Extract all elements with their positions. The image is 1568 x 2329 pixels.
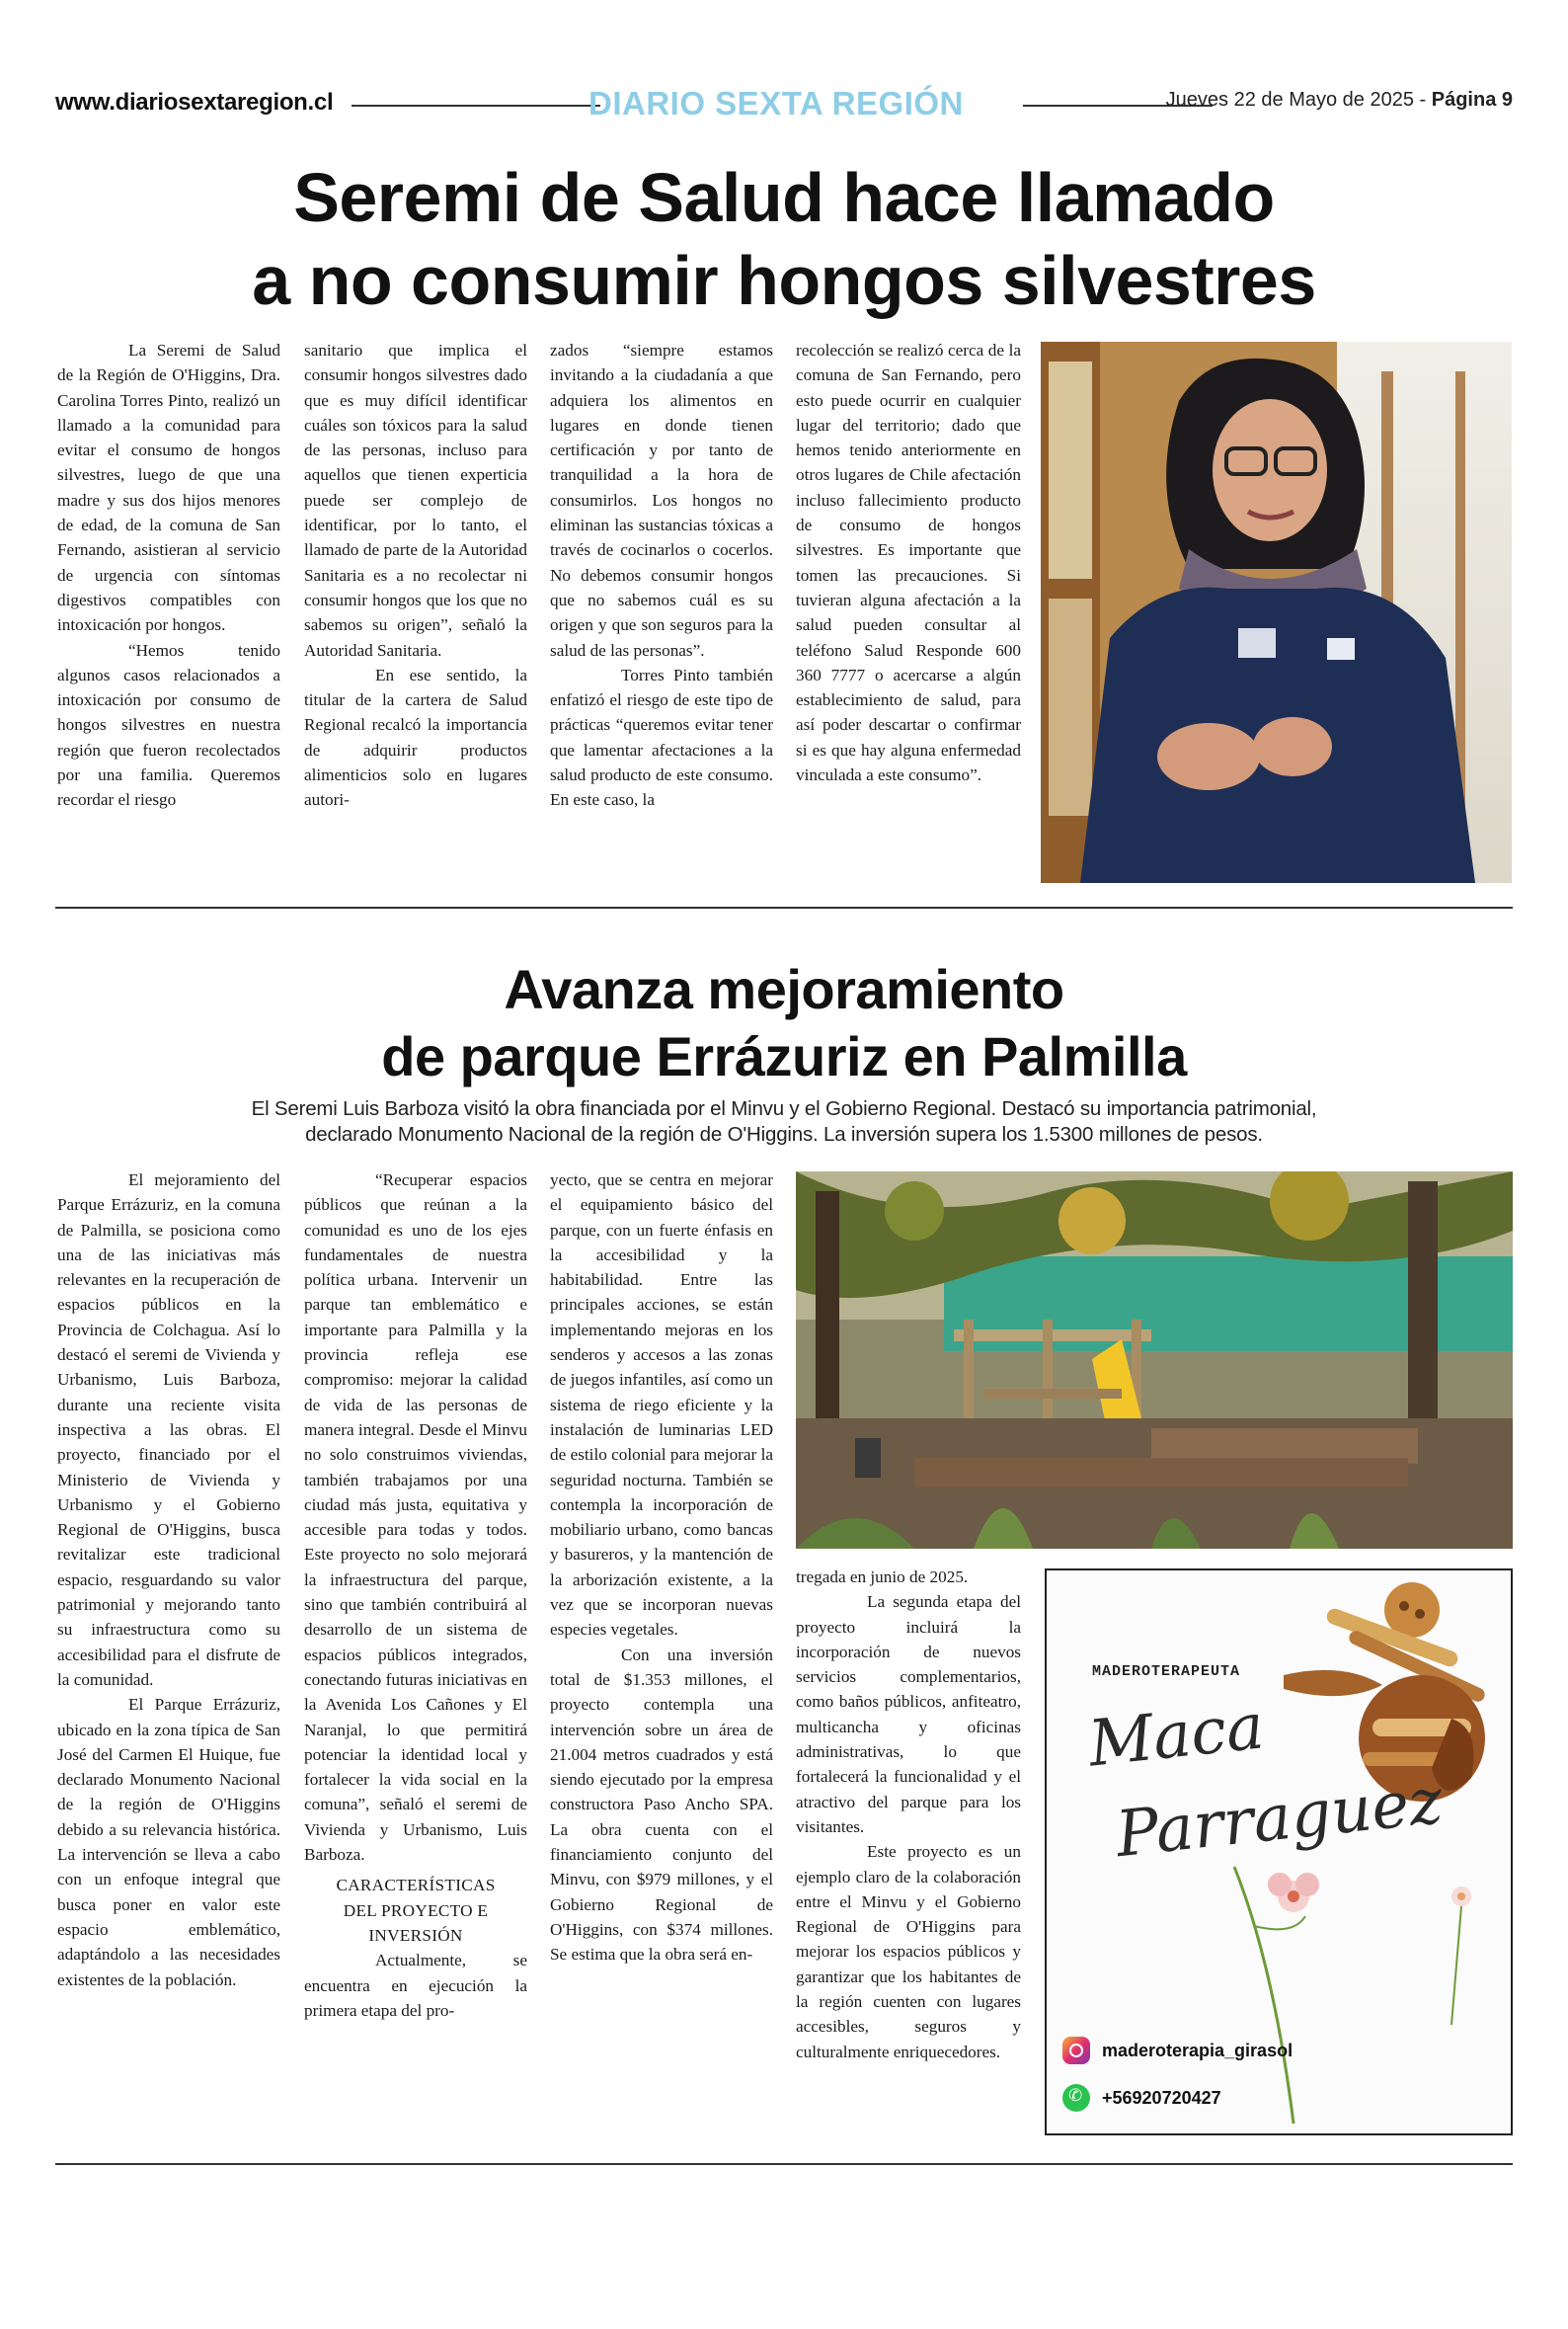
article2-headline [55,956,1513,1090]
section-divider [55,907,1513,909]
paragraph: “Hemos tenido algunos casos relacionados a intoxicación por consumo de hongos silvestres en nuestra región que fueron recolectados por una familia. Queremos recordar el riesgo [57,640,280,810]
park-illustration [796,1171,1513,1549]
article1-column-2 [304,338,527,813]
headline-line: a no consumir hongos silvestres [252,242,1316,319]
paragraph: Con una inversión total de $1.353 millones, el proyecto contempla una intervención sobre un área de 21.004 metros cuadrados y está siendo ejecutado por la empresa constructora Paso Ancho SPA. La obra cuenta con el financiamiento conjunto del Minvu, con $979 millones, y el Gobierno Regional de O'Higgins, con $374 millones. Se estima que la obra será en- [550,1645,773,1965]
seremi-illustration [1041,342,1512,883]
flower-decoration [1234,1867,1471,2124]
article1-headline [55,156,1513,322]
paragraph: El Parque Errázuriz, ubicado en la zona típica de San José del Carmen El Huique, fue declarado Monumento Nacional de la región de O'Higgins debido a su relevancia histórica. La intervención se lleva a cabo con un enfoque integral que busca poner en valor este espacio emblemático, adaptándolo a las necesidades existentes de la población. [57,1695,280,1989]
paragraph: El mejoramiento del Parque Errázuriz, en la comuna de Palmilla, se posiciona como una de las iniciativas más relevantes en la recuperación de espacios públicos en la Provincia de Colchagua. Así lo destacó el seremi de Vivienda y Urbanismo, Luis Barboza, durante una reciente visita inspectiva a las obras. El proyecto, financiado por el Ministerio de Vivienda y Urbanismo y el Gobierno Regional de O'Higgins, busca revitalizar este tradicional espacio, resguardando su valor patrimonial y mejorando tanto su infraestructura como su accesibilidad para el disfrute de la comunidad. [57,1170,280,1689]
article2-column-1 [57,1167,280,1992]
article2-column-2 [304,1167,527,2023]
instagram-icon [1062,2037,1090,2064]
subhead-line: CARACTERÍSTICAS [336,1876,496,1895]
headline-line: Seremi de Salud hace llamado [293,159,1275,236]
signature-line: Maca [1085,1690,1268,1782]
instagram-handle: maderoterapia_girasol [1102,2040,1294,2060]
seremi-photo [1041,342,1512,883]
paragraph: Torres Pinto también enfatizó el riesgo de este tipo de prácticas “queremos evitar tener que lamentar afectaciones a la salud producto de este consumo. En este caso, la [550,665,773,810]
paragraph: recolección se realizó cerca de la comuna de San Fernando, pero esto puede ocurrir en cualquier lugar del territorio; dado que hemos tenido anteriormente en otros lugares de Chile afectación incluso fallecimiento producto de consumo de hongos silvestres. Es importante que tomen las precauciones. Si tuvieran alguna afectación a la salud pueden consultar al teléfono Salud Responde 600 360 7777 o acercarse a algún establecimiento de salud, para así poder descartar o confirmar si es que hay alguna enfermedad vinculada a este consumo”. [796,341,1021,785]
article1-column-3 [550,338,773,813]
paragraph: “Recuperar espacios públicos que reúnan a la comunidad es uno de los ejes fundamentales de nuestra política urbana. Intervenir un parque tan emblemático e importante para Palmilla y la provincia refleja ese compromiso: mejorar la calidad de vida de las personas de manera integral. Desde el Minvu no solo construimos viviendas, también trabajamos por una ciudad más justa, equitativa y accesible para todas y todos. Este proyecto no solo mejorará la infraestructura del parque, sino que también contribuirá al desarrollo de un sistema de espacios públicos integrados, conectando futuras iniciativas en la Avenida Los Cañones y El Naranjal, lo que permitirá potenciar la identidad local y fortalecer la vida social en la comuna”, señaló el seremi de Vivienda y Urbanismo, Luis Barboza. [304,1170,527,1865]
paragraph: La Seremi de Salud de la Región de O'Higgins, Dra. Carolina Torres Pinto, realizó un llamado a la comunidad para evitar el consumo de hongos silvestres, luego de que una madre y sus dos hijos menores de edad, de la comuna de San Fernando, asistieran al servicio de urgencia con síntomas digestivos compatibles con intoxicación por hongos. [57,341,280,635]
whatsapp-contact[interactable] [1062,2084,1221,2112]
ad-label: MADEROTERAPEUTA [1092,1663,1241,1680]
page-number: Página 9 [1431,89,1513,111]
article2-column-4 [796,1565,1021,2064]
subhead [304,1873,527,1948]
article2-column-3 [550,1167,773,1968]
paragraph: Actualmente, se encuentra en ejecución la primera etapa del pro- [304,1951,527,2020]
footer-divider [55,2163,1513,2165]
site-url[interactable]: www.diariosextaregion.cl [55,89,334,116]
paragraph: zados “siempre estamos invitando a la ciudadanía a que adquiera los alimentos en lugares en donde tienen certificación y por tanto de tranquilidad a la hora de consumirlos. Los hongos no eliminan las sustancias tóxicas a través de cocinarlos o cocerlos. No debemos consumir hongos que no sabemos cuál es su origen y que son seguros para la salud de las personas”. [550,341,773,660]
deck-line: declarado Monumento Nacional de la región de O'Higgins. La inversión supera los 1.5300 millones de pesos. [305,1123,1263,1146]
signature-line: Parraguez [1112,1764,1447,1873]
headline-line: de parque Errázuriz en Palmilla [381,1025,1187,1087]
instagram-contact[interactable] [1062,2037,1293,2064]
headline-line: Avanza mejoramiento [504,958,1064,1020]
date-text: Jueves 22 de Mayo de 2025 - [1165,89,1432,111]
paragraph: sanitario que implica el consumir hongos silvestres dado que es muy difícil identificar cuáles son tóxicos para la salud de las personas, incluso para aquellos que tienen experticia puede ser complejo de identificar, por lo tanto, el llamado de parte de la Autoridad Sanitaria es a no recolectar ni consumir hongos que los que no sabemos su origen”, señaló la Autoridad Sanitaria. [304,341,527,660]
paragraph: En ese sentido, la titular de la cartera de Salud Regional recalcó la importancia de adquirir productos alimenticios solo en lugares autori- [304,665,527,810]
subhead-line: INVERSIÓN [368,1925,463,1945]
whatsapp-icon [1062,2084,1090,2112]
brand-title: DIARIO SEXTA REGIÓN [588,85,964,121]
park-photo [796,1171,1513,1549]
deck-line: El Seremi Luis Barboza visitó la obra financiada por el Minvu y el Gobierno Regional. Destacó su importancia patrimonial, [251,1097,1317,1120]
paragraph: yecto, que se centra en mejorar el equipamiento básico del parque, con un fuerte énfasis en la accesibilidad y la habitabilidad. Entre las principales acciones, se están implementando mejoras en los senderos y accesos a las zonas de juegos infantiles, así como un sistema de riego eficiente y la instalación de luminarias LED de estilo colonial para mejorar la seguridad nocturna. También se contempla la incorporación de mobiliario urbano, como bancas y basureros, y la mantención de la arborización existente, a la vez que se incorporan nuevas especies vegetales. [550,1170,773,1640]
phone-number: +56920720427 [1102,2087,1221,2108]
issue-date [1166,89,1513,112]
paragraph: tregada en junio de 2025. [796,1567,969,1586]
ad-signature [1084,1662,1447,1883]
article1-column-4 [796,338,1021,787]
article2-deck [55,1096,1513,1148]
paragraph: La segunda etapa del proyecto incluirá la incorporación de nuevos servicios complementarios, como baños públicos, anfiteatro, multicancha y oficinas administrativas, lo que fortalecerá la funcionalidad y el atractivo del parque para los visitantes. [796,1592,1021,1836]
subhead-line: DEL PROYECTO E [343,1900,489,1920]
article1-column-1 [57,338,280,813]
maderoterapia-ad[interactable] [1045,1568,1513,2135]
page-header [55,85,1513,124]
paragraph: Este proyecto es un ejemplo claro de la colaboración entre el Minvu y el Gobierno Regional de O'Higgins para mejorar los espacios públicos y garantizar que los habitantes de la región cuenten con lugares accesibles, seguros y culturalmente enriquecedores. [796,1842,1021,2061]
header-rule-left [352,105,600,107]
